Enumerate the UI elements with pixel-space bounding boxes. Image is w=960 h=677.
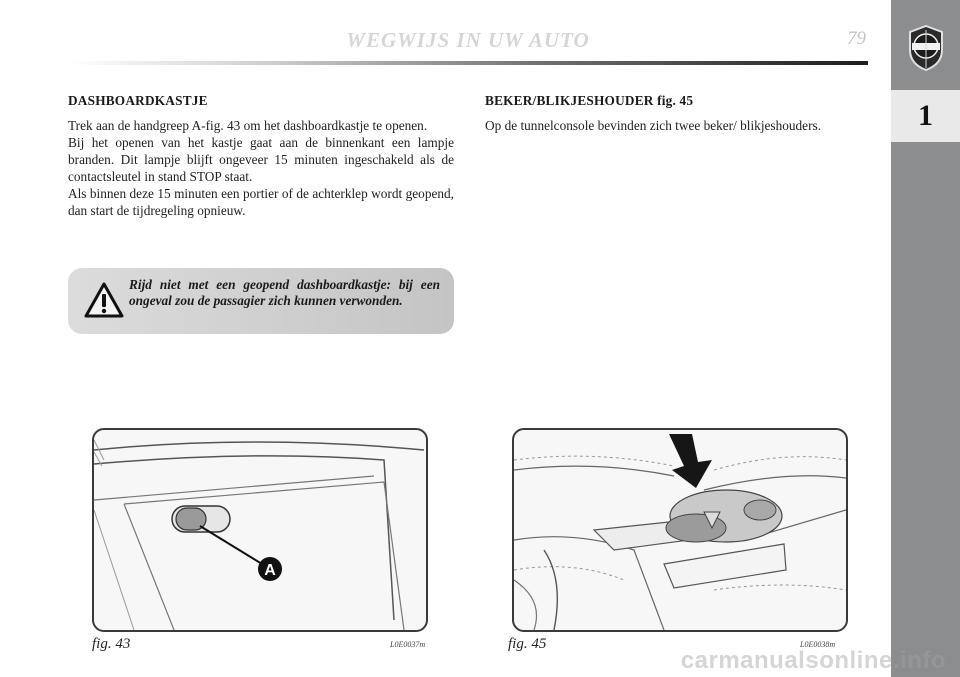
chapter-number: 1 (891, 90, 960, 142)
paragraph: Als binnen deze 15 minuten een portier of de achterklep wordt geopend, dan start de tijdregeling opnieuw. (68, 186, 454, 218)
figure-43-code: L0E0037m (390, 640, 426, 649)
paragraph: Bij het openen van het kastje gaat aan de binnenkant een lampje branden. Dit lampje blijft ongeveer 15 minuten ingeschakeld als de contactsleutel in stand STOP staat. (68, 135, 454, 184)
figure-43-caption: fig. 43 (92, 636, 131, 652)
chapter-side-tab (891, 0, 960, 677)
figure-45-code: L0E0038m (800, 640, 836, 649)
right-column (485, 93, 869, 134)
watermark: carmanualsonline.info (680, 647, 946, 674)
page-number: 79 (847, 28, 866, 49)
warning-text: Rijd niet met een geopend dashboardkastje: bij een ongeval zou de passagier zich kunnen verwonden. (129, 277, 440, 308)
glovebox-illustration (94, 430, 426, 630)
left-column (68, 93, 454, 219)
section-heading-dashboardkastje: DASHBOARDKASTJE (68, 93, 208, 108)
cupholder-illustration (514, 430, 846, 630)
lancia-logo-icon (906, 24, 946, 72)
callout-a-label: A (264, 562, 276, 579)
figure-45-caption: fig. 45 (508, 636, 547, 652)
warning-triangle-icon (84, 282, 124, 318)
arrow-down-icon (669, 434, 712, 488)
paragraph: Op de tunnelconsole bevinden zich twee beker/ blikjeshouders. (485, 118, 822, 133)
paragraph: Trek aan de handgreep A-fig. 43 om het dashboardkastje te openen. (68, 118, 428, 133)
figure-43-glovebox (92, 428, 428, 632)
figure-45-cupholder (512, 428, 848, 632)
page-header-title: WEGWIJS IN UW AUTO (346, 28, 590, 52)
page-header (68, 28, 868, 68)
header-rule (68, 61, 868, 65)
section-heading-bekerhouder: BEKER/BLIKJESHOUDER fig. 45 (485, 93, 694, 108)
warning-box (68, 268, 454, 334)
